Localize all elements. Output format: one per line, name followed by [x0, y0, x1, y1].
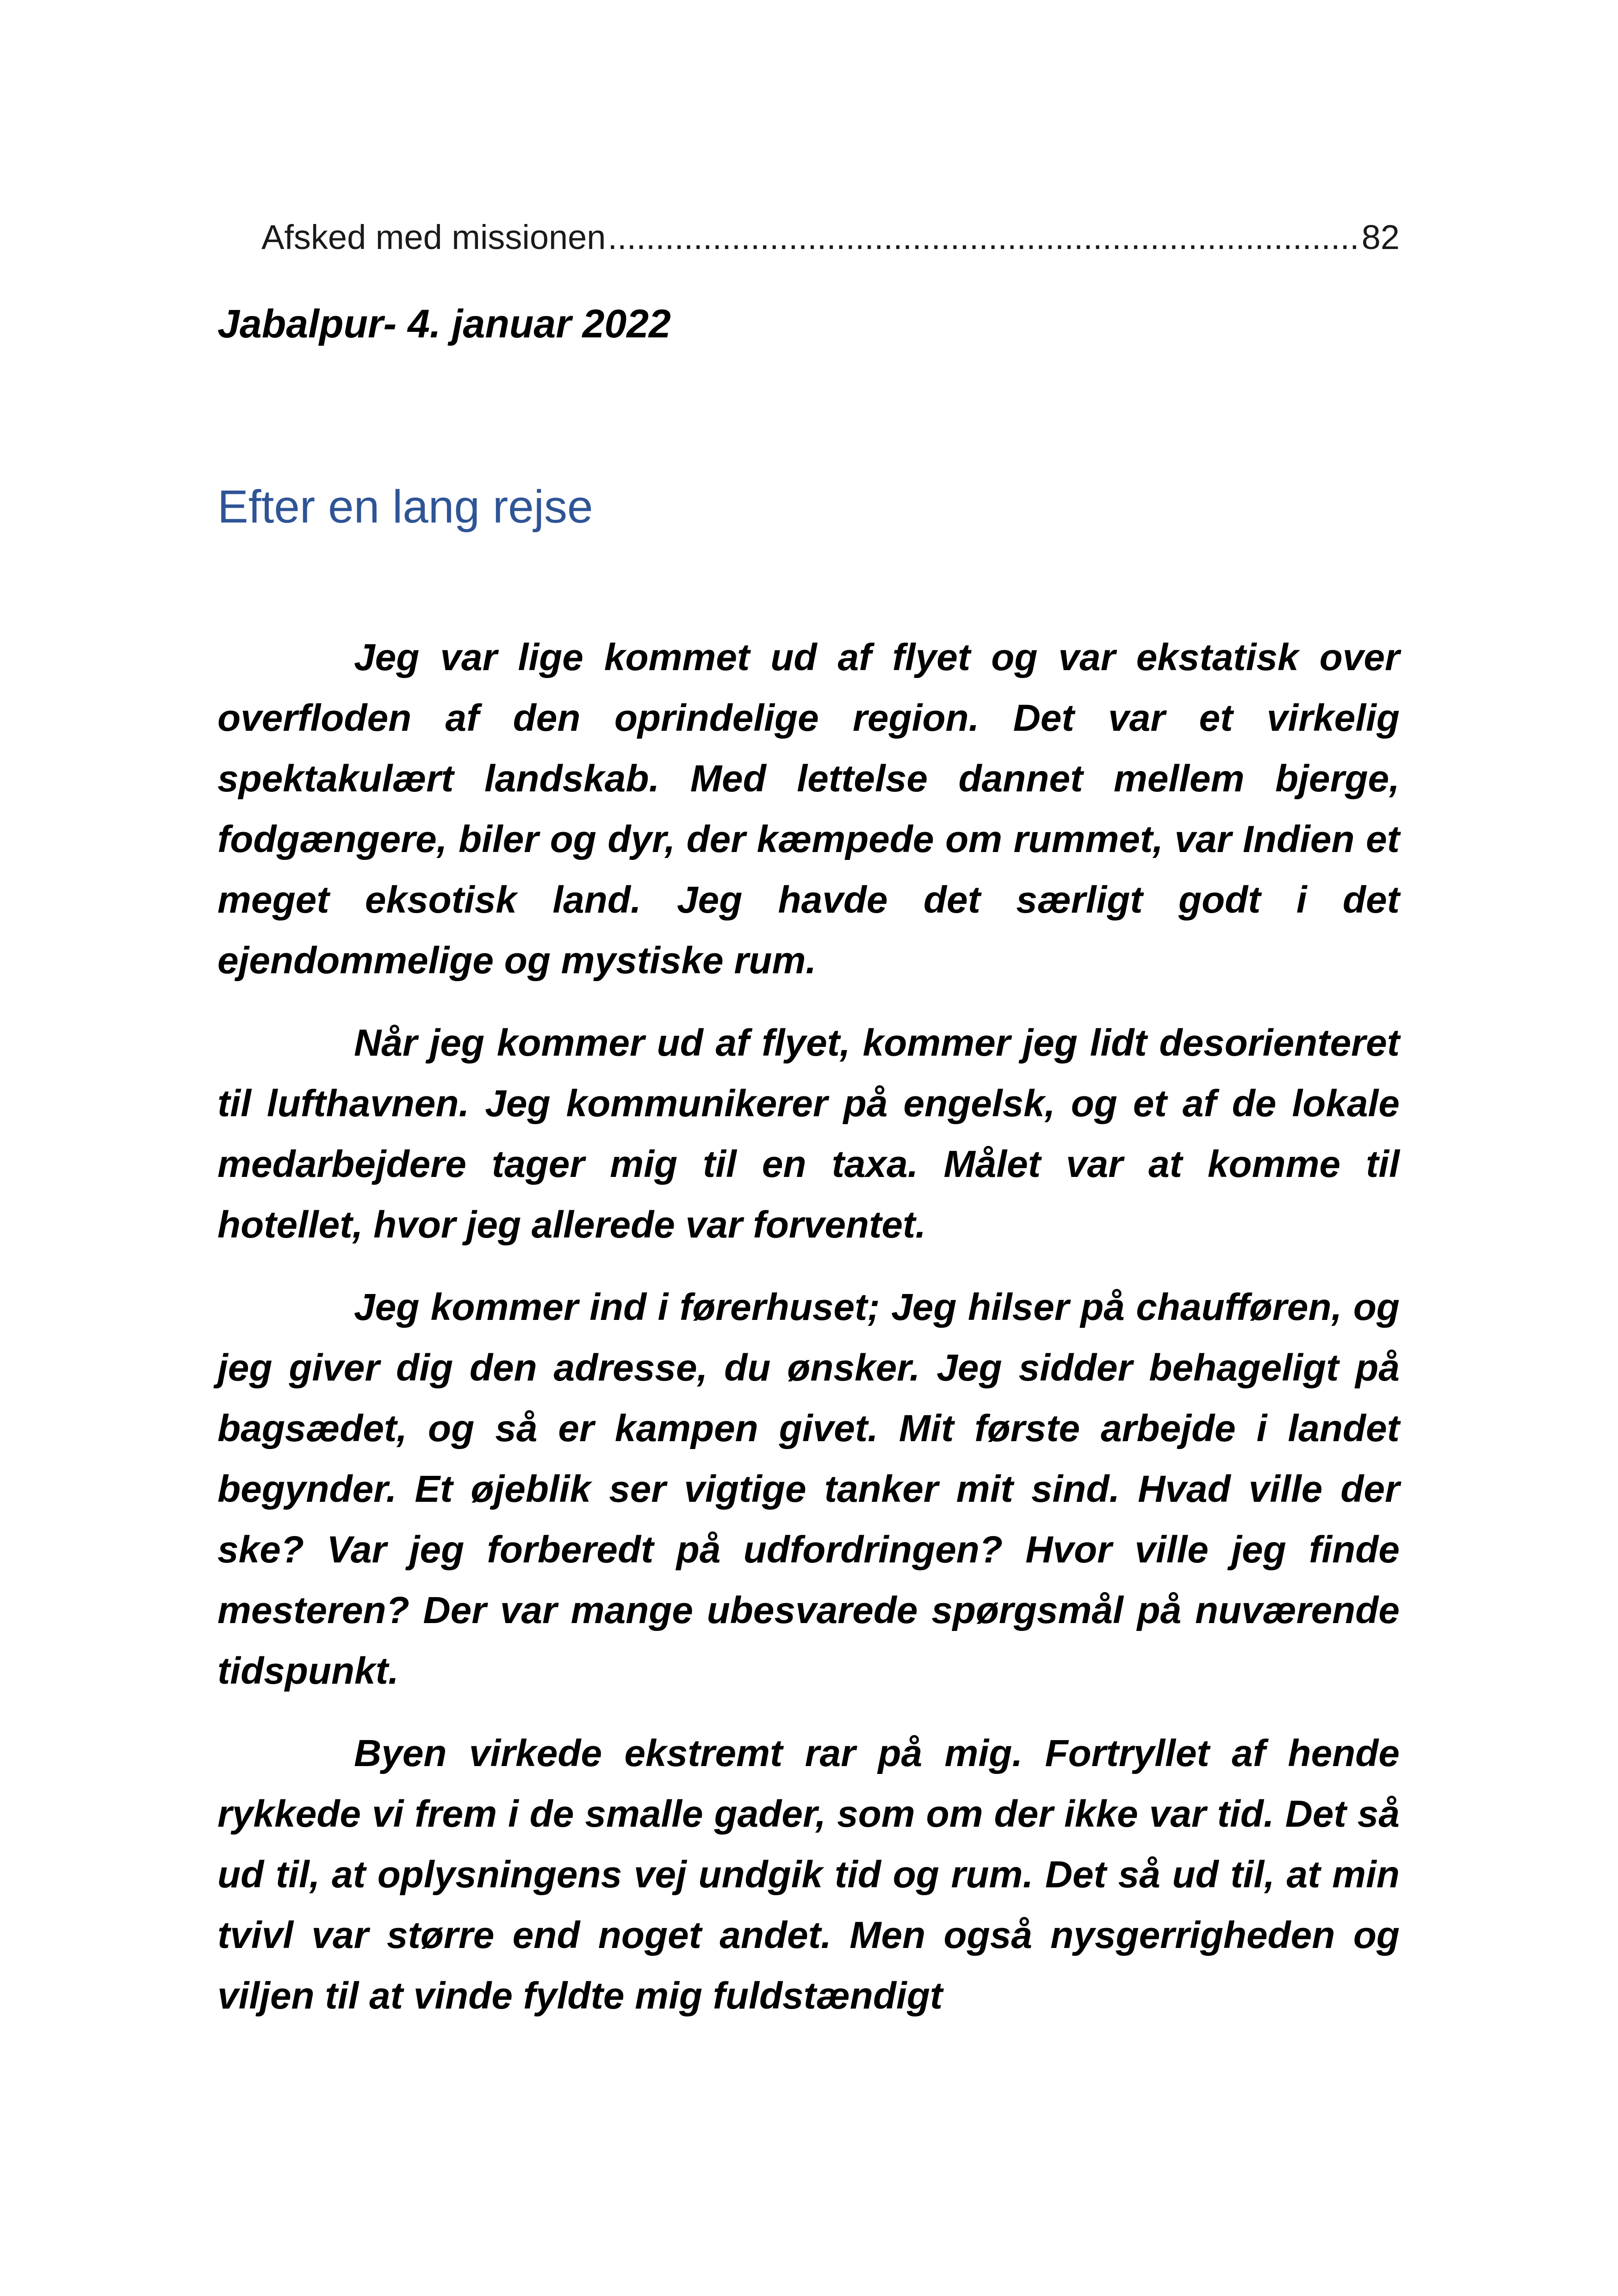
section-heading: Efter en lang rejse: [217, 481, 593, 533]
paragraph: Jeg var lige kommet ud af flyet og var ekstatisk over overfloden af den oprindelige region. Det var et virkelig spektakulært landskab. Med lettelse dannet mellem bjerge, fodgængere, biler og dyr, der kæmpede om rummet, var Indien et meget eksotisk land. Jeg havde det særligt godt i det ejendommelige og mystiske rum.: [217, 636, 1400, 982]
toc-entry-title: Afsked med missionen: [261, 218, 606, 256]
toc-entry[interactable]: [261, 218, 1400, 268]
body-text: [217, 627, 1400, 2048]
paragraph: Når jeg kommer ud af flyet, kommer jeg lidt desorienteret til lufthavnen. Jeg kommunikerer på engelsk, og et af de lokale medarbejdere tager mig til en taxa. Målet var at komme til hotellet, hvor jeg allerede var forventet.: [217, 1022, 1400, 1246]
toc-entry-page-number: 82: [1361, 218, 1400, 256]
toc-dot-leader: [608, 218, 1359, 257]
dateline: Jabalpur- 4. januar 2022: [217, 302, 671, 346]
paragraph: Jeg kommer ind i førerhuset; Jeg hilser på chaufføren, og jeg giver dig den adresse, du ønsker. Jeg sidder behageligt på bagsædet, og så er kampen givet. Mit første arbejde i landet begynder. Et øjeblik ser vigtige tanker mit sind. Hvad ville der ske? Var jeg forberedt på udfordringen? Hvor ville jeg finde mesteren? Der var mange ubesvarede spørgsmål på nuværende tidspunkt.: [217, 1286, 1400, 1692]
paragraph: Byen virkede ekstremt rar på mig. Fortryllet af hende rykkede vi frem i de smalle gader, som om der ikke var tid. Det så ud til, at oplysningens vej undgik tid og rum. Det så ud til, at min tvivl var større end noget andet. Men også nysgerrigheden og viljen til at vinde fyldte mig fuldstændigt: [217, 1732, 1400, 2017]
